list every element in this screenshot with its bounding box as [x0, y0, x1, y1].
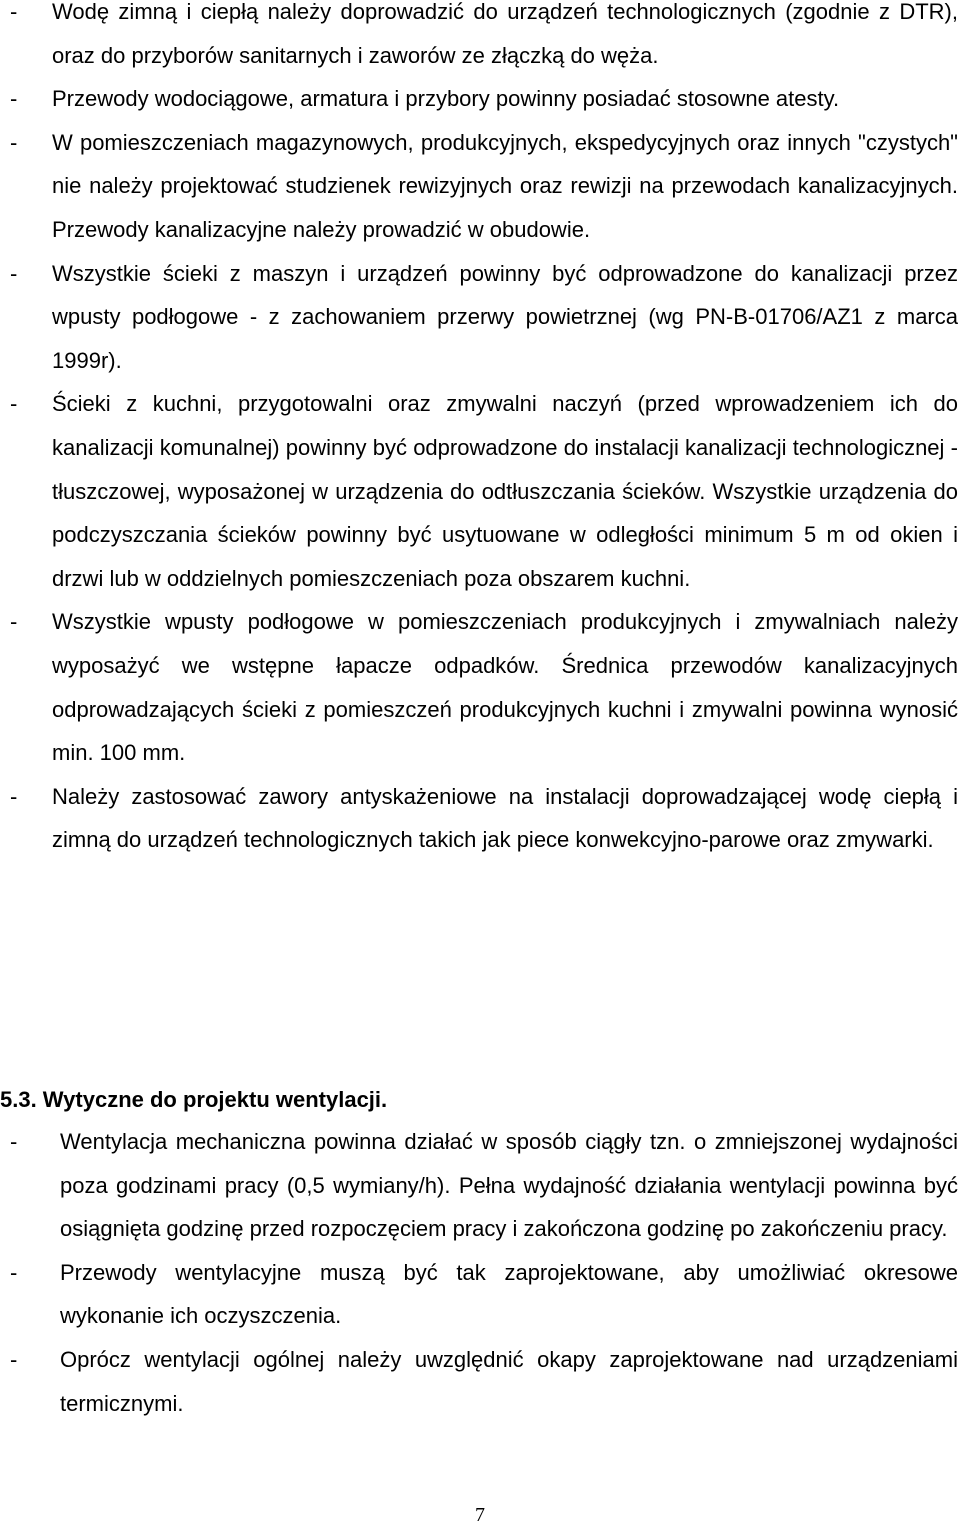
page-number: 7	[475, 1504, 485, 1526]
list-item-text: Wentylacja mechaniczna powinna działać w sposób ciągły tzn. o zmniejszonej wydajności poza godzinami pracy (0,5 wymiany/h). Pełna wydajność działania wentylacji powinna być osiągnięta godzinę przed rozpoczęciem pracy i zakończona godzinę po zakończeniu pracy.	[60, 1129, 958, 1242]
bullet-dash: -	[10, 609, 18, 635]
list-item	[10, 252, 958, 383]
list-item-text: W pomieszczeniach magazynowych, produkcyjnych, ekspedycyjnych oraz innych "czystych" nie należy projektować studzienek rewizyjnych oraz rewizji na przewodach kanalizacyjnych. Przewody kanalizacyjne należy prowadzić w obudowie.	[52, 129, 958, 242]
list-item-text: Wszystkie wpusty podłogowe w pomieszczeniach produkcyjnych i zmywalniach należy wyposażyć we wstępne łapacze odpadków. Średnica przewodów kanalizacyjnych odprowadzających ścieki z pomieszczeń produkcyjnych kuchni i zmywalni powinna wynosić min. 100 mm.	[52, 609, 958, 766]
list-item	[10, 775, 958, 862]
list-item	[10, 0, 958, 77]
section-heading: 5.3. Wytyczne do projektu wentylacji.	[0, 1087, 388, 1112]
list-item	[10, 600, 958, 774]
bullet-dash: -	[10, 260, 18, 286]
list-item	[10, 1251, 958, 1338]
bullet-dash: -	[10, 0, 18, 24]
list-item	[10, 77, 958, 121]
list-item-text: Przewody wentylacyjne muszą być tak zaprojektowane, aby umożliwiać okresowe wykonanie ich oczyszczenia.	[60, 1259, 958, 1329]
bullet-dash: -	[10, 1129, 18, 1154]
list-item	[10, 382, 958, 600]
bullet-dash: -	[10, 391, 18, 417]
bullet-dash: -	[10, 783, 18, 809]
installation-requirements-list	[10, 0, 958, 862]
list-item-text: Należy zastosować zawory antyskażeniowe na instalacji doprowadzającej wodę ciepłą i zimną do urządzeń technologicznych takich jak piece konwekcyjno-parowe oraz zmywarki.	[52, 783, 958, 853]
list-item-text: Przewody wodociągowe, armatura i przybory powinny posiadać stosowne atesty.	[52, 86, 840, 112]
bullet-dash: -	[10, 129, 18, 155]
list-item	[10, 121, 958, 252]
bullet-dash: -	[10, 1346, 18, 1372]
bullet-dash: -	[10, 1259, 18, 1285]
list-item-text: Wszystkie ścieki z maszyn i urządzeń powinny być odprowadzone do kanalizacji przez wpusty podłogowe - z zachowaniem przerwy powietrznej (wg PN-B-01706/AZ1 z marca 1999r).	[52, 260, 958, 373]
ventilation-requirements-list	[10, 1120, 958, 1425]
list-item	[10, 1338, 958, 1425]
list-item	[10, 1120, 958, 1251]
list-item-text: Wodę zimną i ciepłą należy doprowadzić do urządzeń technologicznych (zgodnie z DTR), oraz do przyborów sanitarnych i zaworów ze złączką do węża.	[52, 0, 958, 68]
list-item-text: Ścieki z kuchni, przygotowalni oraz zmywalni naczyń (przed wprowadzeniem ich do kanalizacji komunalnej) powinny być odprowadzone do instalacji kanalizacji technologicznej - tłuszczowej, wyposażonej w urządzenia do odtłuszczania ścieków. Wszystkie urządzenia do podczyszczania ścieków powinny być usytuowane w odległości minimum 5 m od okien i drzwi lub w oddzielnych pomieszczeniach poza obszarem kuchni.	[52, 391, 958, 591]
list-item-text: Oprócz wentylacji ogólnej należy uwzględnić okapy zaprojektowane nad urządzeniami termicznymi.	[60, 1346, 958, 1416]
bullet-dash: -	[10, 86, 18, 112]
